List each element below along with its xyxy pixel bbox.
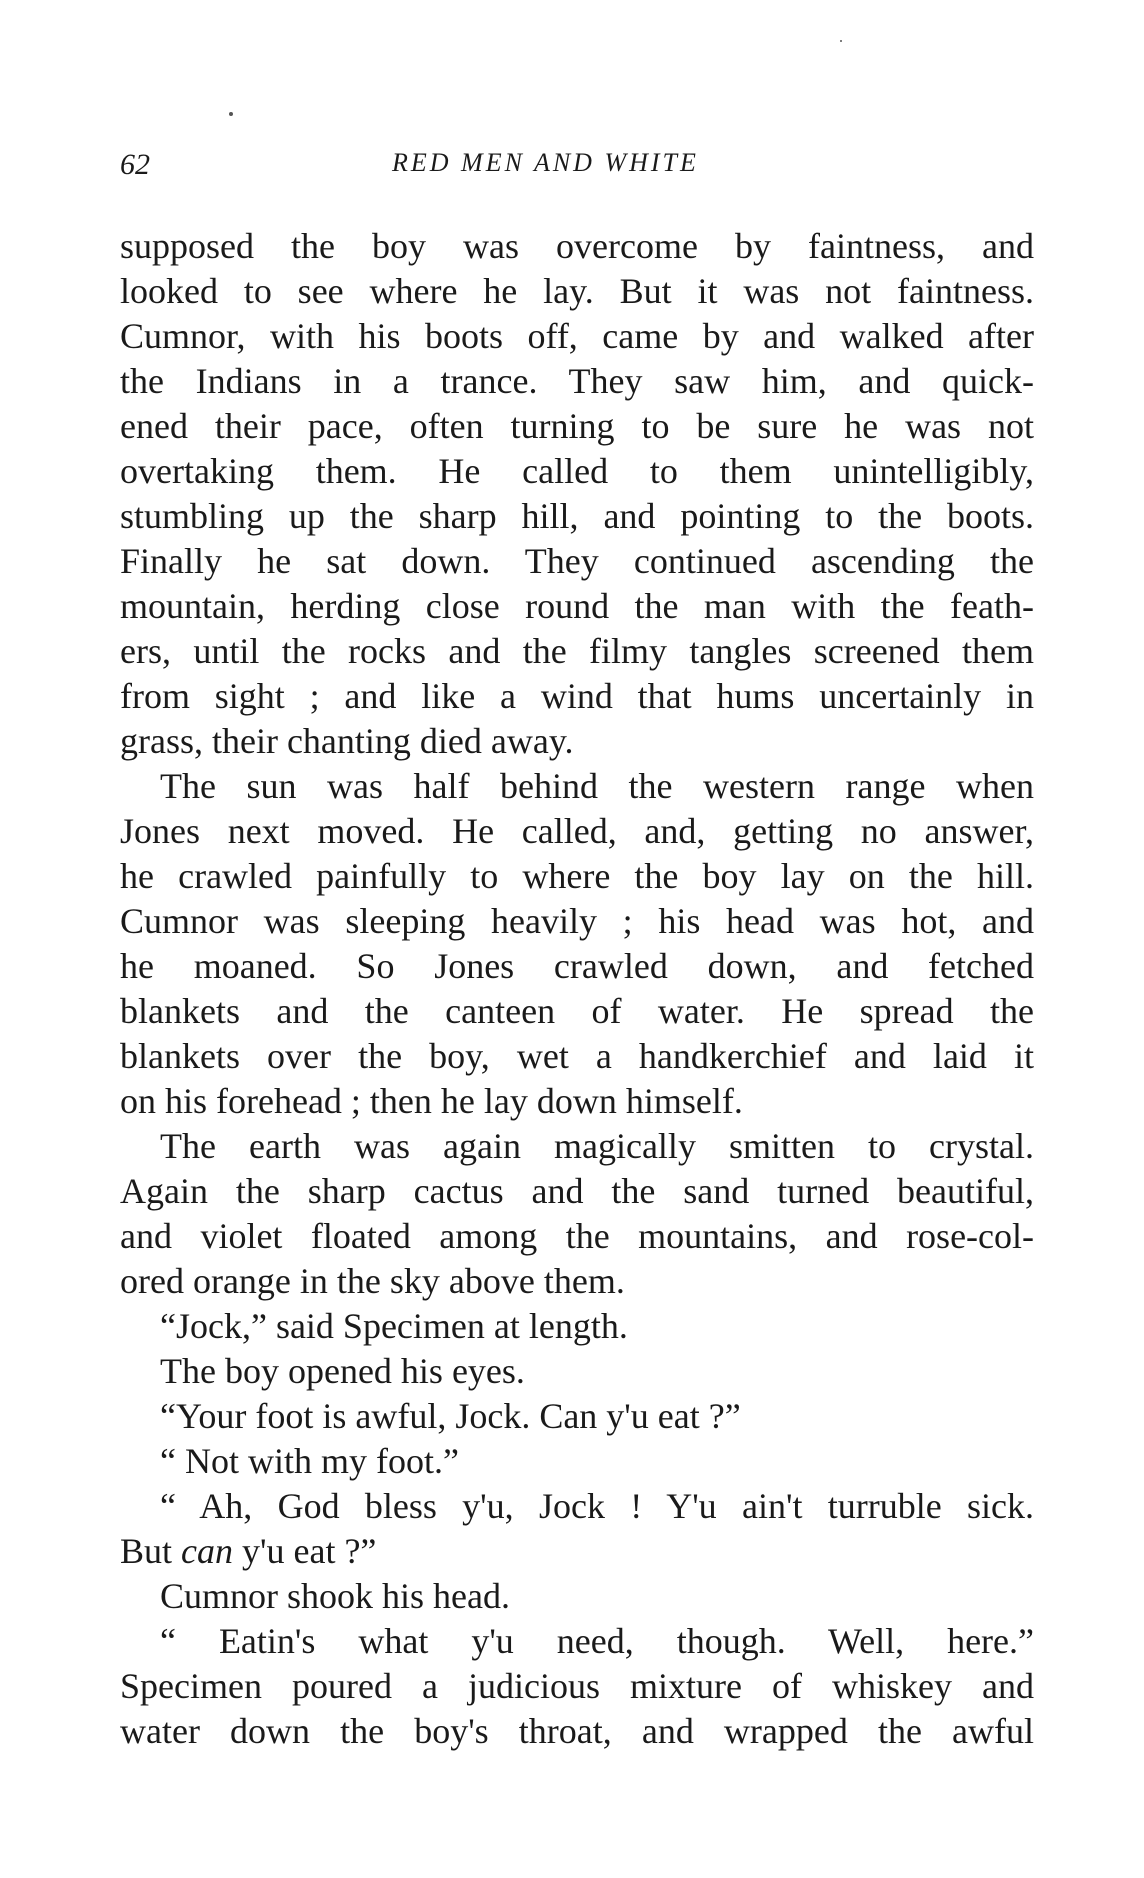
text-line: he moaned. So Jones crawled down, and fetched [120,946,1034,986]
page-number: 62 [120,148,150,181]
text-line: “Jock,” said Specimen at length. [160,1306,628,1346]
scan-speck-dot [229,112,233,116]
text-line: The earth was again magically smitten to crystal. [160,1126,1034,1166]
text-line: The sun was half behind the western range when [160,766,1034,806]
text-line: on his forehead ; then he lay down himself. [120,1081,743,1121]
text-line: ored orange in the sky above them. [120,1261,625,1301]
text-line: Jones next moved. He called, and, getting no answer, [120,811,1034,851]
emphasized-word: can [181,1531,233,1571]
text-line: Specimen poured a judicious mixture of whiskey and [120,1666,1034,1706]
running-title: RED MEN AND WHITE [392,148,699,177]
text-line: the Indians in a trance. They saw him, and quick- [120,361,1034,401]
text-line: grass, their chanting died away. [120,721,574,761]
running-head [120,148,1040,188]
scan-speck-dot [840,40,842,42]
text-line: looked to see where he lay. But it was not faintness. [120,271,1034,311]
text-line: ened their pace, often turning to be sure he was not [120,406,1034,446]
text-line: water down the boy's throat, and wrapped the awful [120,1711,1034,1751]
text-line-segment: y'u eat ?” [233,1531,377,1571]
text-line: mountain, herding close round the man with the feath- [120,586,1034,626]
text-line: The boy opened his eyes. [160,1351,525,1391]
text-line: he crawled painfully to where the boy lay on the hill. [120,856,1034,896]
text-line: “ Not with my foot.” [160,1441,459,1481]
text-line: “ Eatin's what y'u need, though. Well, here.” [160,1621,1034,1661]
text-line: blankets over the boy, wet a handkerchief and laid it [120,1036,1034,1076]
text-line: supposed the boy was overcome by faintness, and [120,226,1034,266]
text-line: and violet floated among the mountains, and rose-col- [120,1216,1034,1256]
text-line: “Your foot is awful, Jock. Can y'u eat ?” [160,1396,741,1436]
text-line: overtaking them. He called to them unintelligibly, [120,451,1034,491]
text-line: Cumnor, with his boots off, came by and walked after [120,316,1034,356]
text-line: Cumnor shook his head. [160,1576,510,1616]
text-line: Finally he sat down. They continued ascending the [120,541,1034,581]
text-line: from sight ; and like a wind that hums uncertainly in [120,676,1034,716]
text-line [120,1529,1034,1574]
body-text [120,224,1034,1754]
text-line: Again the sharp cactus and the sand turned beautiful, [120,1171,1034,1211]
text-line-segment: But [120,1531,182,1571]
text-line: ers, until the rocks and the filmy tangles screened them [120,631,1034,671]
text-line: blankets and the canteen of water. He spread the [120,991,1034,1031]
text-line: stumbling up the sharp hill, and pointing to the boots. [120,496,1034,536]
text-line: Cumnor was sleeping heavily ; his head was hot, and [120,901,1034,941]
text-line: “ Ah, God bless y'u, Jock ! Y'u ain't turruble sick. [160,1486,1034,1526]
